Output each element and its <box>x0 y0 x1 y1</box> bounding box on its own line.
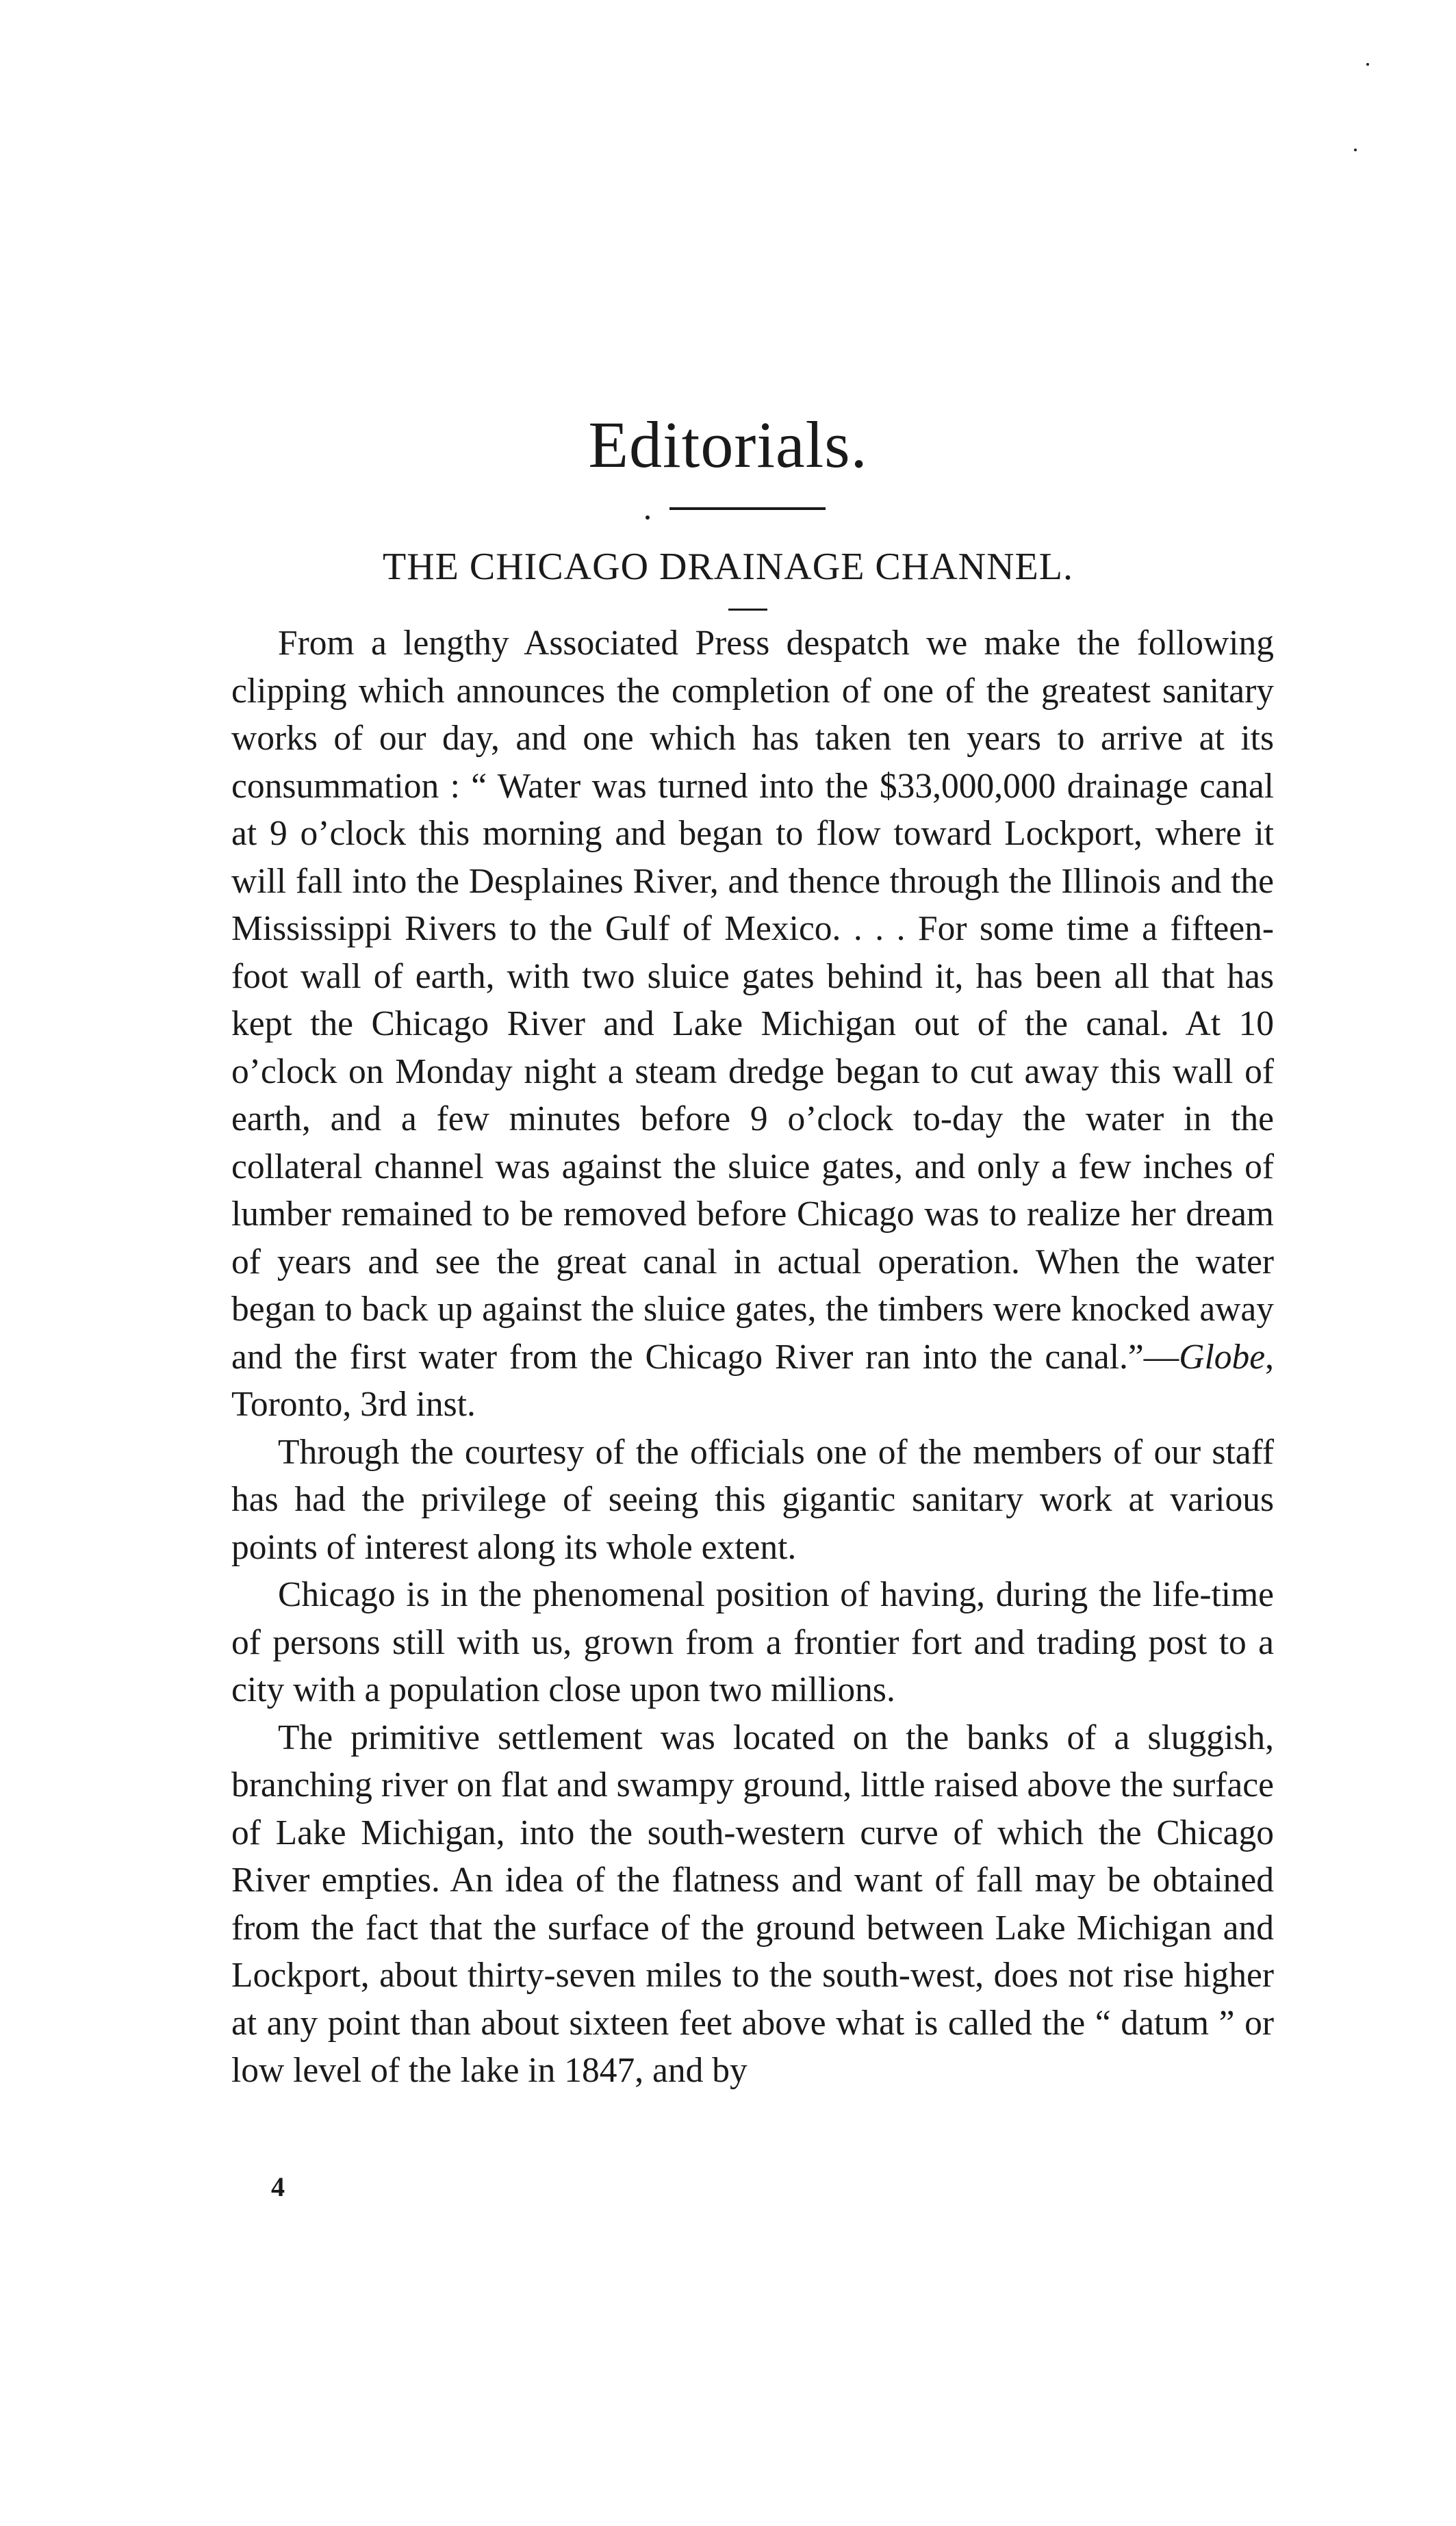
paragraph-4: The primitive settlement was located on the banks of a sluggish, branching river on flat and swampy ground, little raised above the surface of Lake Michigan, into the south-western curve of which the Chicago River empties. An idea of the flatness and want of fall may be obtained from the fact that the surface of the ground between Lake Michigan and Lockport, about thirty-seven miles to the south-west, does not rise higher at any point than about sixteen feet above what is called the “ datum ” or low level of the lake in 1847, and by <box>231 1718 1274 2090</box>
scan-speck <box>1354 149 1357 151</box>
title-rule <box>669 507 826 510</box>
article-rule <box>728 609 767 611</box>
source-tail: , Toronto, 3rd inst. <box>231 1337 1274 1424</box>
paragraph-1 <box>231 620 1274 1429</box>
section-title: Editorials. <box>588 408 868 481</box>
paragraph-2: Through the courtesy of the officials one of the members of our staff has had the privilege of seeing this gigantic sanitary work at various points of interest along its whole extent. <box>231 1432 1274 1567</box>
source-name: Globe <box>1179 1337 1266 1377</box>
article-title: THE CHICAGO DRAINAGE CHANNEL. <box>383 546 1073 588</box>
ornament-dot <box>646 515 650 520</box>
paragraph-3: Chicago is in the phenomenal position of having, during the life-time of persons still with us, grown from a frontier fort and trading post to a city with a population close upon two millions. <box>231 1575 1274 1709</box>
scan-speck <box>1366 63 1369 66</box>
page-number: 4 <box>271 2171 285 2202</box>
paragraph-1-text: From a lengthy Associated Press despatch we make the following clipping which announces the completion of one of the greatest sanitary works of our day, and one which has taken ten years to arrive at its consummation : “ Water was turned into the $33,000,000 drainage canal at 9 o’clock this morning and began to flow toward Lockport, where it will fall into the Desplaines River, and thence through the Illinois and the Mississippi Rivers to the Gulf of Mexico. . . . For some time a fifteen-foot wall of earth, with two sluice gates behind it, has been all that has kept the Chicago River and Lake Michigan out of the canal. At 10 o’clock on Monday night a steam dredge began to cut away this wall of earth, and a few minutes before 9 o’clock to-day the water in the collateral channel was against the sluice gates, and only a few inches of lumber remained to be removed before Chicago was to realize her dream of years and see the great canal in actual operation. When the water began to back up against the sluice gates, the timbers were knocked away and the first water from the Chicago River ran into the canal.”— <box>231 624 1274 1377</box>
article-body <box>231 620 1274 2095</box>
